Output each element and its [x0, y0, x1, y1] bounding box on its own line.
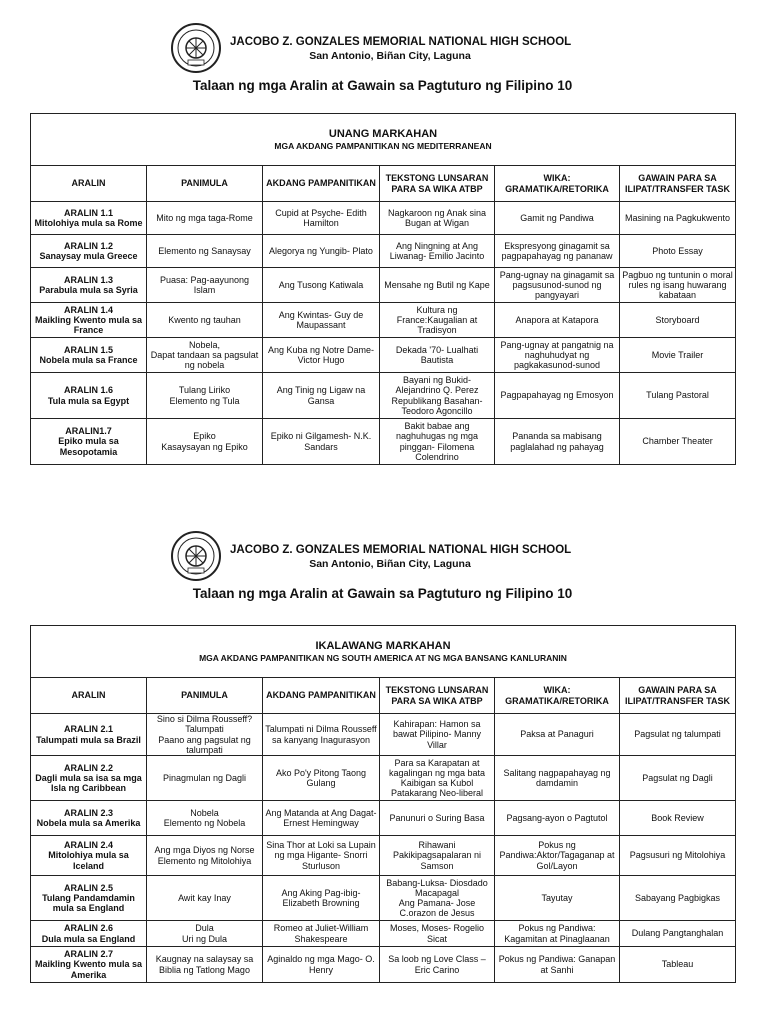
document-header: [30, 530, 735, 600]
column-header: GAWAIN PARA SA ILIPAT/TRANSFER TASK: [620, 678, 736, 714]
table-cell: ARALIN 2.5 Tulang Pandamdamin mula sa England: [31, 876, 147, 921]
table-cell: ARALIN 1.6 Tula mula sa Egypt: [31, 373, 147, 419]
table-cell: Ang Tusong Katiwala: [263, 268, 380, 303]
table-cell: Storyboard: [620, 303, 736, 338]
table-cell: Elemento ng Sanaysay: [147, 235, 263, 268]
table-cell: ARALIN 2.3 Nobela mula sa Amerika: [31, 801, 147, 836]
column-header: TEKSTONG LUNSARAN PARA SA WIKA ATBP: [380, 166, 495, 202]
table-cell: Kultura ng France:Kaugalian at Tradisyon: [380, 303, 495, 338]
table-cell: Romeo at Juliet-William Shakespeare: [263, 921, 380, 947]
table-cell: Ang Tinig ng Ligaw na Gansa: [263, 373, 380, 419]
table-cell: Nobela, Dapat tandaan sa pagsulat ng nobela: [147, 338, 263, 373]
school-seal-icon: [170, 22, 222, 74]
table-row: [31, 836, 736, 876]
school-name: JACOBO Z. GONZALES MEMORIAL NATIONAL HIGH SCHOOL: [230, 36, 572, 48]
column-header: ARALIN: [31, 678, 147, 714]
table-cell: ARALIN 2.6 Dula mula sa England: [31, 921, 147, 947]
table-row: [31, 202, 736, 235]
table-cell: Masining na Pagkukwento: [620, 202, 736, 235]
table-cell: Panunuri o Suring Basa: [380, 801, 495, 836]
table-row: [31, 373, 736, 419]
table-cell: Sa loob ng Love Class – Eric Carino: [380, 947, 495, 983]
table-cell: Nagkaroon ng Anak sina Bugan at Wigan: [380, 202, 495, 235]
table-cell: Pagpapahayag ng Emosyon: [495, 373, 620, 419]
quarter-subtitle: MGA AKDANG PAMPANITIKAN NG MEDITERRANEAN: [274, 140, 492, 151]
table-cell: Paksa at Panaguri: [495, 714, 620, 756]
table-cell: Mensahe ng Butil ng Kape: [380, 268, 495, 303]
table-cell: Babang-Luksa- Diosdado Macapagal Ang Pamana- Jose C.orazon de Jesus: [380, 876, 495, 921]
table-cell: Ako Po'y Pitong Taong Gulang: [263, 756, 380, 801]
table-cell: Ang Aking Pag-ibig- Elizabeth Browning: [263, 876, 380, 921]
column-header: TEKSTONG LUNSARAN PARA SA WIKA ATBP: [380, 678, 495, 714]
table-cell: ARALIN1.7 Epiko mula sa Mesopotamia: [31, 419, 147, 465]
column-header: AKDANG PAMPANITIKAN: [263, 166, 380, 202]
table-cell: Ekspresyong ginagamit sa pagpapahayag ng pananaw: [495, 235, 620, 268]
table-cell: Tableau: [620, 947, 736, 983]
table-cell: Rihawani Pakikipagsapalaran ni Samson: [380, 836, 495, 876]
table-cell: ARALIN 2.2 Dagli mula sa isa sa mga Isla ng Caribbean: [31, 756, 147, 801]
column-header: WIKA: GRAMATIKA/RETORIKA: [495, 166, 620, 202]
table-cell: Talumpati ni Dilma Rousseff sa kanyang Inagurasyon: [263, 714, 380, 756]
column-header: PANIMULA: [147, 166, 263, 202]
table-cell: ARALIN 2.7 Maikling Kwento mula sa Amerika: [31, 947, 147, 983]
school-name: JACOBO Z. GONZALES MEMORIAL NATIONAL HIGH SCHOOL: [230, 544, 572, 556]
table-cell: Pokus ng Pandiwa:Aktor/Tagaganap at Gol/Layon: [495, 836, 620, 876]
table-cell: Epiko Kasaysayan ng Epiko: [147, 419, 263, 465]
table-row: [31, 714, 736, 756]
table-cell: Cupid at Psyche- Edith Hamilton: [263, 202, 380, 235]
table-cell: Anapora at Katapora: [495, 303, 620, 338]
table-cell: Ang mga Diyos ng Norse Elemento ng Mitolohiya: [147, 836, 263, 876]
table-cell: ARALIN 1.1 Mitolohiya mula sa Rome: [31, 202, 147, 235]
table-cell: Movie Trailer: [620, 338, 736, 373]
school-seal-icon: [170, 530, 222, 582]
column-header: GAWAIN PARA SA ILIPAT/TRANSFER TASK: [620, 166, 736, 202]
table-cell: Pagsang-ayon o Pagtutol: [495, 801, 620, 836]
table-cell: Pang-ugnay at pangatnig na naghuhudyat ng pagkakasunod-sunod: [495, 338, 620, 373]
table-cell: Pokus ng Pandiwa: Kagamitan at Pinaglaanan: [495, 921, 620, 947]
document-title: Talaan ng mga Aralin at Gawain sa Pagtuturo ng Filipino 10: [192, 78, 573, 93]
table-cell: ARALIN 2.1 Talumpati mula sa Brazil: [31, 714, 147, 756]
column-header: WIKA: GRAMATIKA/RETORIKA: [495, 678, 620, 714]
table-cell: Sabayang Pagbigkas: [620, 876, 736, 921]
quarter-title: UNANG MARKAHAN: [328, 127, 438, 140]
column-header: PANIMULA: [147, 678, 263, 714]
quarter2-section: [30, 530, 735, 990]
table-row: [31, 303, 736, 338]
table-cell: Pinagmulan ng Dagli: [147, 756, 263, 801]
lesson-table-quarter2: [30, 625, 736, 983]
quarter-title: IKALAWANG MARKAHAN: [315, 639, 451, 652]
table-cell: Kaugnay na salaysay sa Biblia ng Tatlong Mago: [147, 947, 263, 983]
table-cell: ARALIN 2.4 Mitolohiya mula sa Iceland: [31, 836, 147, 876]
table-cell: ARALIN 1.5 Nobela mula sa France: [31, 338, 147, 373]
table-row: [31, 235, 736, 268]
table-row: [31, 756, 736, 801]
table-cell: Ang Kuba ng Notre Dame- Victor Hugo: [263, 338, 380, 373]
table-cell: Para sa Karapatan at kagalingan ng mga bata Kaibigan sa Kubol Patakarang Neo-liberal: [380, 756, 495, 801]
table-row: [31, 338, 736, 373]
quarter-header: [31, 114, 736, 166]
table-cell: Gamit ng Pandiwa: [495, 202, 620, 235]
table-cell: Pokus ng Pandiwa: Ganapan at Sanhi: [495, 947, 620, 983]
table-cell: Pagbuo ng tuntunin o moral rules ng isang huwarang kabataan: [620, 268, 736, 303]
school-address: San Antonio, Biñan City, Laguna: [309, 50, 471, 62]
table-cell: Salitang nagpapahayag ng damdamin: [495, 756, 620, 801]
table-cell: ARALIN 1.3 Parabula mula sa Syria: [31, 268, 147, 303]
table-cell: Dula Uri ng Dula: [147, 921, 263, 947]
table-row: [31, 268, 736, 303]
document-title: Talaan ng mga Aralin at Gawain sa Pagtuturo ng Filipino 10: [192, 586, 573, 601]
table-cell: Tulang Liriko Elemento ng Tula: [147, 373, 263, 419]
table-cell: Ang Matanda at Ang Dagat- Ernest Hemingway: [263, 801, 380, 836]
school-address: San Antonio, Biñan City, Laguna: [309, 558, 471, 570]
table-cell: Photo Essay: [620, 235, 736, 268]
table-cell: Dulang Pangtanghalan: [620, 921, 736, 947]
quarter1-section: [30, 22, 735, 467]
table-cell: Moses, Moses- Rogelio Sicat: [380, 921, 495, 947]
table-cell: Kahirapan: Hamon sa bawat Pilipino- Manny Villar: [380, 714, 495, 756]
table-cell: Alegorya ng Yungib- Plato: [263, 235, 380, 268]
table-cell: ARALIN 1.2 Sanaysay mula Greece: [31, 235, 147, 268]
table-cell: Puasa: Pag-aayunong Islam: [147, 268, 263, 303]
table-row: [31, 921, 736, 947]
table-cell: Awit kay Inay: [147, 876, 263, 921]
quarter-subtitle: MGA AKDANG PAMPANITIKAN NG SOUTH AMERICA AT NG MGA BANSANG KANLURANIN: [199, 652, 567, 663]
table-cell: Mito ng mga taga-Rome: [147, 202, 263, 235]
table-row: [31, 801, 736, 836]
table-cell: Tayutay: [495, 876, 620, 921]
table-cell: Epiko ni Gilgamesh- N.K. Sandars: [263, 419, 380, 465]
table-cell: Pagsulat ng Dagli: [620, 756, 736, 801]
table-cell: ARALIN 1.4 Maikling Kwento mula sa France: [31, 303, 147, 338]
table-cell: Chamber Theater: [620, 419, 736, 465]
table-cell: Pang-ugnay na ginagamit sa pagsusunod-sunod ng pangyayari: [495, 268, 620, 303]
table-cell: Kwento ng tauhan: [147, 303, 263, 338]
table-row: [31, 876, 736, 921]
lesson-table-quarter1: [30, 113, 736, 465]
table-cell: Bakit babae ang naghuhugas ng mga pinggan- Filomena Colendrino: [380, 419, 495, 465]
table-cell: Bayani ng Bukid- Alejandrino Q. Perez Republikang Basahan- Teodoro Agoncillo: [380, 373, 495, 419]
table-cell: Ang Kwintas- Guy de Maupassant: [263, 303, 380, 338]
table-row: [31, 419, 736, 465]
table-row: [31, 947, 736, 983]
table-cell: Ang Ningning at Ang Liwanag- Emilio Jacinto: [380, 235, 495, 268]
column-header: ARALIN: [31, 166, 147, 202]
table-cell: Nobela Elemento ng Nobela: [147, 801, 263, 836]
table-cell: Aginaldo ng mga Mago- O. Henry: [263, 947, 380, 983]
document-header: [30, 22, 735, 92]
table-cell: Dekada '70- Lualhati Bautista: [380, 338, 495, 373]
quarter-header: [31, 626, 736, 678]
table-cell: Pagsusuri ng Mitolohiya: [620, 836, 736, 876]
table-cell: Book Review: [620, 801, 736, 836]
table-cell: Tulang Pastoral: [620, 373, 736, 419]
table-cell: Sino si Dilma Rousseff? Talumpati Paano ang pagsulat ng talumpati: [147, 714, 263, 756]
column-header: AKDANG PAMPANITIKAN: [263, 678, 380, 714]
table-cell: Pagsulat ng talumpati: [620, 714, 736, 756]
table-cell: Pananda sa mabisang paglalahad ng pahayag: [495, 419, 620, 465]
table-cell: Sina Thor at Loki sa Lupain ng mga Higante- Snorri Sturluson: [263, 836, 380, 876]
